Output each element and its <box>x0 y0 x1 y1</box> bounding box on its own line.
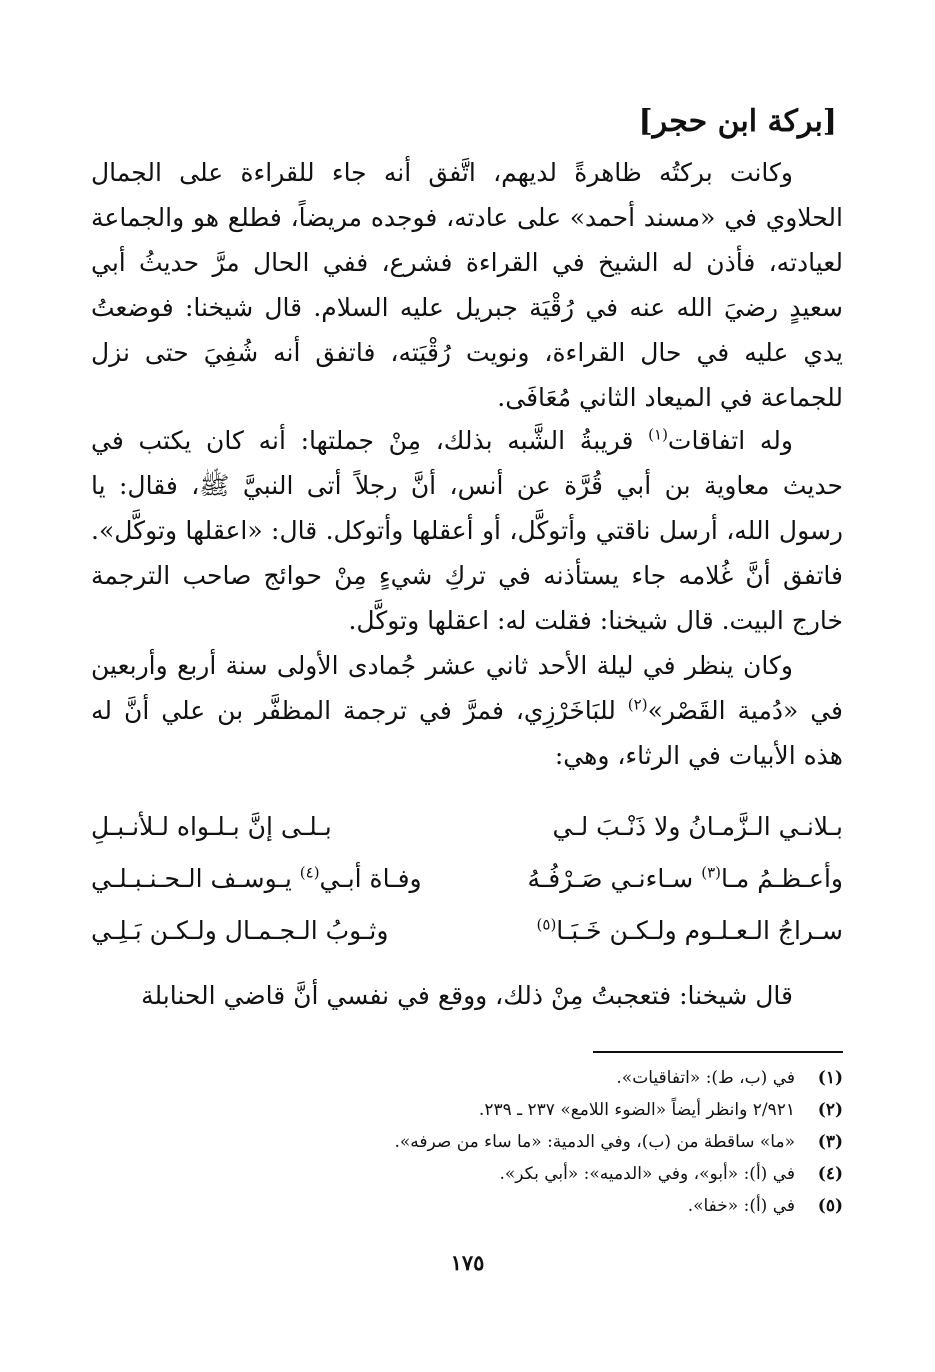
paragraph-1-text: وكانت بركتُه ظاهرةً لديهم، اتَّفق أنه جاء للقراءة على الجمال الحلاوي في «مسند أحمد» على عادته، فوجده مريضاً، فطلع هو والجماعة لعيادته، فأذن له الشيخ في القراءة فشرع، ففي الحال مرَّ حديثُ أبي سعيدٍ رضيَ الله عنه في رُقْيَة جبريل عليه السلام. قال شيخنا: فوضعتُ يدي عليه في حال القراءة، ونويت رُقْيَته، فاتفق أنه شُفِيَ حتى نزل للجماعة في الميعاد الثاني مُعَافَى. <box>91 158 843 412</box>
paragraph-3-text-a: وكان ينظر في ليلة الأحد ثاني عشر جُمادى الأولى سنة أربع وأربعين في «دُمية القَصْر» <box>91 651 843 725</box>
paragraph-2-text-a: وله اتفاقات <box>667 426 793 455</box>
footnote-ref-3: (٣) <box>701 863 721 882</box>
poem-verse <box>91 904 843 956</box>
section-heading: [بركة ابن حجر] <box>638 104 837 139</box>
footnote-ref-2: (٢) <box>627 695 648 714</box>
footnote-text: ٢/٩٢١ وانظر أيضاً «الضوء اللامع» ٢٣٧ ـ ٢٣٩. <box>478 1100 795 1120</box>
poem <box>91 800 843 956</box>
footnote-text: في (ب، ط): «اتفاقيات». <box>616 1068 795 1088</box>
verse-first-hemistich: وأعـظـمُ مـا$^{(٣)}$ سـاءنـي صَـرْفُـهُ <box>527 863 843 893</box>
footnote-ref-4: (٤) <box>299 863 320 882</box>
poem-verse <box>91 852 843 904</box>
footnote-separator <box>593 1051 843 1053</box>
poem-verse <box>91 800 843 852</box>
footnote-number: (٤) <box>817 1164 843 1184</box>
paragraph-4-text: قال شيخنا: فتعجبتُ مِنْ ذلك، ووقع في نفسي أنَّ قاضي الحنابلة <box>141 981 793 1010</box>
verse-second-hemistich: وفـاة أبـي$^{(٤)}$ يـوسـف الـحـنـبـلـي <box>91 863 422 893</box>
footnote-text: «ما» ساقطة من (ب)، وفي الدمية: «ما ساء من صرفه». <box>394 1132 795 1152</box>
footnote <box>91 1094 843 1126</box>
paragraph-1 <box>91 150 843 420</box>
footnotes <box>91 1062 843 1222</box>
footnote-ref-5: (٥) <box>536 915 557 934</box>
verse-second-hemistich: وثـوبُ الـجـمـال ولـكـن بَـلِـي <box>91 915 389 945</box>
paragraph-2-text-b: قريبةُ الشَّبه بذلك، مِنْ جملتها: أنه كان يكتب في حديث معاوية بن أبي قُرَّة عن أنس، أنَّ رجلاً أتى النبيَّ ﷺ، فقال: يا رسول الله، أرسل ناقتي وأتوكَّل، أو أعقلها وأتوكل. قال: «اعقلها وتوكَّل». فاتفق أنَّ غُلامه جاء يستأذنه في تركِ شيءٍ مِنْ حوائج صاحب الترجمة خارج البيت. قال شيخنا: فقلت له: اعقلها وتوكَّل. <box>91 426 843 635</box>
footnote-number: (١) <box>817 1068 843 1088</box>
paragraph-2 <box>91 418 843 643</box>
footnote <box>91 1190 843 1222</box>
footnote-text: في (أ): «أبو»، وفي «الدميه»: «أبي بكر». <box>499 1164 795 1184</box>
footnote <box>91 1158 843 1190</box>
footnote-ref-1: (١) <box>648 425 668 444</box>
footnote-number: (٥) <box>817 1196 843 1216</box>
footnote-number: (٢) <box>817 1100 843 1120</box>
verse-first-hemistich: بـلانـي الـزَّمـانُ ولا ذَنْـبَ لـي <box>552 811 843 841</box>
paragraph-3-text-b: للبَاخَرْزِي، فمرَّ في ترجمة المظفَّر بن علي أنَّ له هذه الأبيات في الرثاء، وهي: <box>91 696 843 770</box>
verse-second-hemistich: بـلـى إنَّ بـلـواه لـلأنـبـلِ <box>91 811 332 841</box>
page-number: ١٧٥ <box>450 1250 485 1275</box>
verse-first-hemistich: سـراجُ الـعـلـوم ولـكـن خَـبَـا$^{(٥)}$ <box>536 915 843 945</box>
footnote-number: (٣) <box>817 1132 843 1152</box>
footnote <box>91 1062 843 1094</box>
footnote <box>91 1126 843 1158</box>
paragraph-3 <box>91 643 843 778</box>
paragraph-4 <box>91 973 843 1018</box>
footnote-text: في (أ): «خفا». <box>687 1196 795 1216</box>
